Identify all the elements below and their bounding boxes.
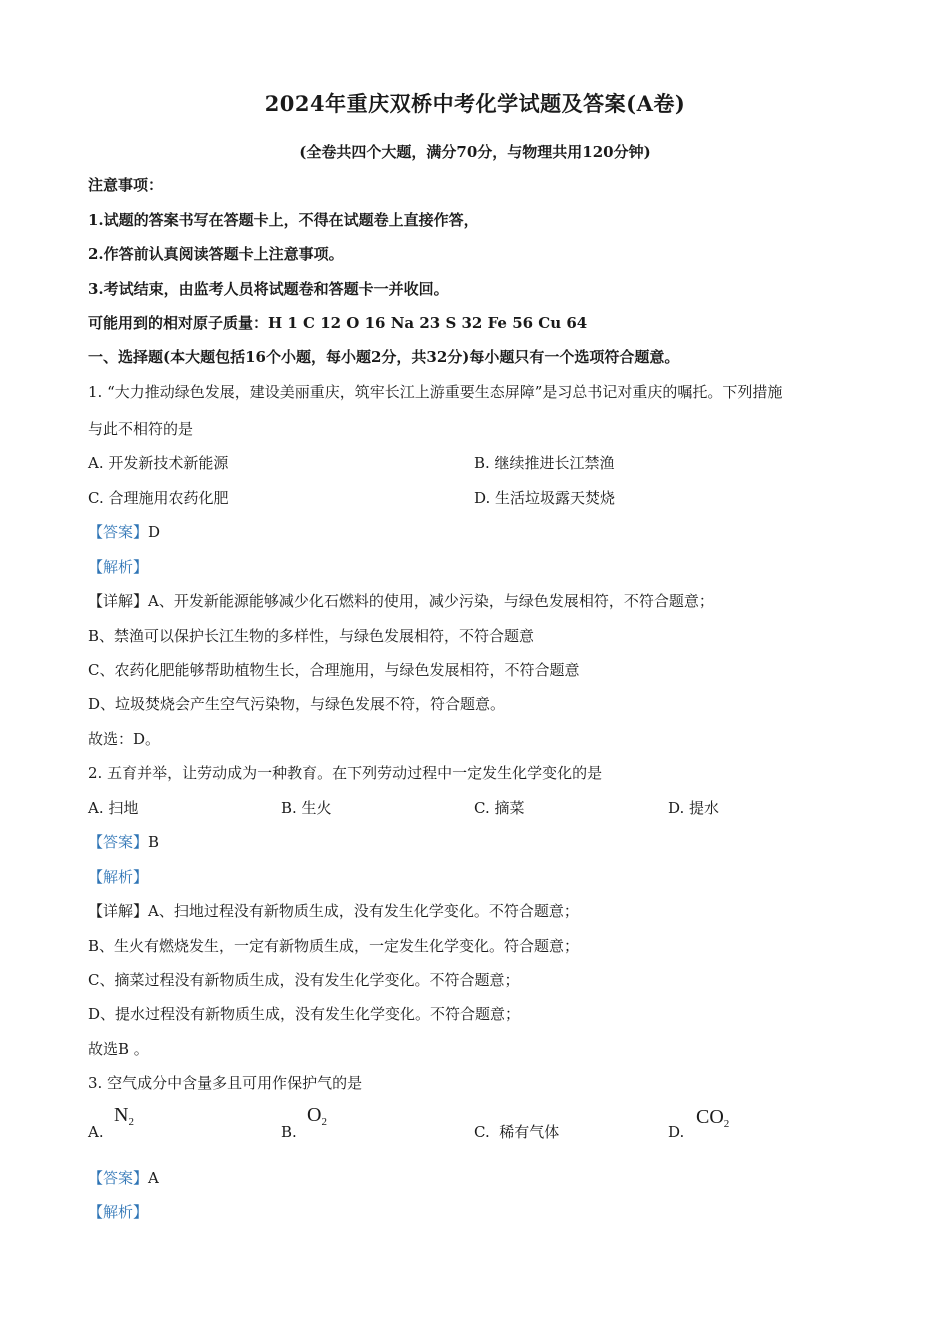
q3-option-b-letter: B. — [281, 1123, 297, 1141]
q1-option-a: A. 开发新技术新能源 — [88, 454, 229, 472]
notice-item-2: 2.作答前认真阅读答题卡上注意事项。 — [88, 245, 344, 263]
q3-option-a-formula: $N_2$ — [114, 1104, 134, 1128]
q3-analysis-label: 【解析】 — [88, 1203, 149, 1221]
q2-stem: 2. 五育并举，让劳动成为一种教育。在下列劳动过程中一定发生化学变化的是 — [88, 764, 603, 782]
q2-option-b: B. 生火 — [281, 799, 332, 817]
q2-option-c: C. 摘菜 — [474, 799, 525, 817]
q1-conclusion: 故选：D。 — [88, 730, 161, 748]
q1-answer-value: D — [148, 523, 161, 541]
notice-item-1: 1.试题的答案书写在答题卡上，不得在试题卷上直接作答， — [88, 211, 479, 229]
q2-answer — [88, 832, 159, 852]
q1-stem-line2: 与此不相符的是 — [88, 420, 194, 438]
q1-detail-4: D、垃圾焚烧会产生空气污染物，与绿色发展不符，符合题意。 — [88, 695, 506, 713]
page-title: 2024年重庆双桥中考化学试题及答案(A卷) — [264, 91, 686, 116]
page-subtitle: (全卷共四个大题，满分70分，与物理共用120分钟) — [299, 143, 651, 161]
q1-option-c: C. 合理施用农药化肥 — [88, 489, 229, 507]
q2-conclusion: 故选B 。 — [88, 1040, 149, 1058]
detail-label: 【详解】 — [88, 592, 149, 610]
q1-detail-2: B、禁渔可以保护长江生物的多样性，与绿色发展相符，不符合题意 — [88, 627, 535, 645]
atomic-mass-line: 可能用到的相对原子质量：H 1 C 12 O 16 Na 23 S 32 Fe 56 Cu 64 — [88, 314, 588, 332]
answer-label: 【答案】 — [88, 833, 149, 851]
q1-option-d: D. 生活垃圾露天焚烧 — [474, 489, 616, 507]
q1-detail-1: 【详解】A、开发新能源能够减少化石燃料的使用，减少污染，与绿色发展相符，不符合题意； — [88, 592, 714, 610]
notice-heading: 注意事项： — [88, 176, 164, 194]
q1-analysis-label: 【解析】 — [88, 558, 149, 576]
q3-stem: 3. 空气成分中含量多且可用作保护气的是 — [88, 1074, 363, 1092]
q3-option-d-formula: $CO_2$ — [696, 1106, 730, 1130]
section1-heading: 一、选择题(本大题包括16个小题，每小题2分，共32分)每小题只有一个选项符合题意。 — [88, 348, 680, 366]
q3-option-c: C. 稀有气体 — [474, 1123, 560, 1141]
q1-detail-3: C、农药化肥能够帮助植物生长，合理施用，与绿色发展相符，不符合题意 — [88, 661, 580, 679]
q2-detail-1: 【详解】A、扫地过程没有新物质生成，没有发生化学变化。不符合题意； — [88, 902, 579, 920]
q2-analysis-label: 【解析】 — [88, 868, 149, 886]
q2-option-d: D. 提水 — [668, 799, 720, 817]
q2-detail-4: D、提水过程没有新物质生成，没有发生化学变化。不符合题意； — [88, 1005, 521, 1023]
answer-label: 【答案】 — [88, 1169, 149, 1187]
q3-answer-value: A — [148, 1169, 159, 1187]
q1-answer — [88, 522, 160, 542]
notice-item-3: 3.考试结束，由监考人员将试题卷和答题卡一并收回。 — [88, 280, 449, 298]
q3-option-b-formula: $O_2$ — [307, 1104, 327, 1128]
answer-label: 【答案】 — [88, 523, 149, 541]
q2-option-a: A. 扫地 — [88, 799, 139, 817]
q1-stem-line1: 1. “大力推动绿色发展，建设美丽重庆，筑牢长江上游重要生态屏障”是习总书记对重庆的嘱托。下列措施 — [88, 383, 783, 401]
q3-option-a-letter: A. — [88, 1123, 104, 1141]
q2-answer-value: B — [148, 833, 160, 851]
q3-answer — [88, 1168, 159, 1188]
q1-option-b: B. 继续推进长江禁渔 — [474, 454, 615, 472]
q2-detail-3: C、摘菜过程没有新物质生成，没有发生化学变化。不符合题意； — [88, 971, 520, 989]
detail-label: 【详解】 — [88, 902, 149, 920]
q2-detail-2: B、生火有燃烧发生，一定有新物质生成，一定发生化学变化。符合题意； — [88, 937, 580, 955]
q3-option-d-letter: D. — [668, 1123, 685, 1141]
